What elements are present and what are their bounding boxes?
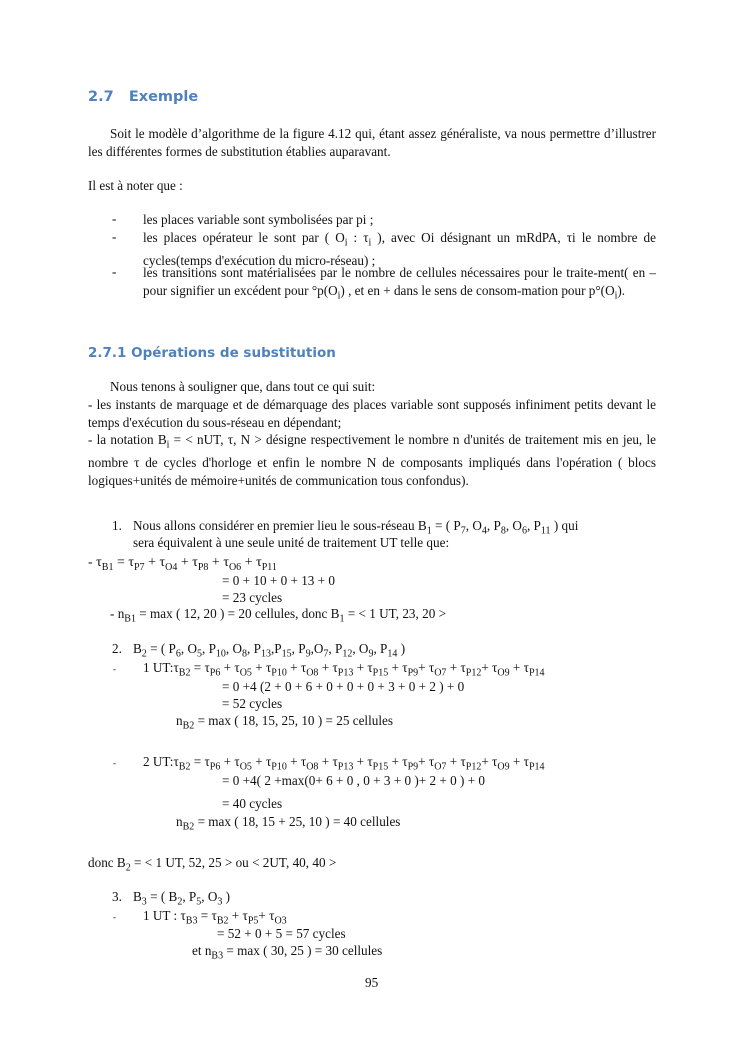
para2-line3: - la notation $B_i$ = < nUT, τ, N > désigne respectivement le nombre n d'unités de traitement mis en jeu, le nombre τ de cycles d'horloge et enfin le nombre N de composants impliqués dans l'opération ( blocs logiques+unités de mémoire+unités de communication tous confondus). bbox=[88, 432, 656, 488]
bullet-item: les transitions sont matérialisées par le nombre de cellules nécessaires pour le traite-ment( en – pour signifier un excédent pour $^\circ p(O_i)$ , et en + dans le sens de consom-mation pour $p^\circ(O_i)$. bbox=[143, 265, 656, 302]
note-intro: Il est à noter que : bbox=[88, 178, 183, 193]
item1-cells: - $n_{B1} = \max$ ( 12, 20 ) = 20 cellules, donc $B_1$ = < 1 UT, 23, 20 > bbox=[110, 606, 447, 625]
bullet-dash: - bbox=[112, 229, 117, 244]
subsection-title: Opérations de substitution bbox=[131, 345, 336, 361]
bullet-dash: - bbox=[112, 264, 117, 279]
item2-ut2-equation: 2 $UT:\tau_{B2} = \tau_{P6} + \tau_{O5} + \tau_{P10} + \tau_{O8} + \tau_{P13} + \tau_{P15} + \tau_{P9}+ \tau_{O7} + \tau_{P12}+ \tau_{O9} + \tau_{P14}$ bbox=[143, 754, 545, 773]
para2-line2: - les instants de marquage et de démarquage des places variable sont supposés infiniment petits devant le temps d'exécution du sous-réseau en dépendant; bbox=[88, 397, 656, 430]
para2-line1: Nous tenons à souligner que, dans tout ce qui suit: bbox=[110, 379, 376, 394]
item2-ut2-cells: $n_{B2} = \max$ ( 18, 15 + 25, 10 ) = 40 cellules bbox=[176, 814, 401, 833]
item2-ut1-line3: = 52 cycles bbox=[222, 696, 283, 711]
item2-conclusion: donc $B_2$ = < 1 UT, 52, 25 > ou < 2UT, 40, 40 > bbox=[88, 855, 337, 874]
bullet-item: les places opérateur le sont par ( $O_i$ : $\tau_i$ ), avec Oi désignant un mRdPA, τi le nombre de cycles(temps d'exécution du micro-réseau) ; bbox=[143, 230, 656, 269]
item2-ut2-line3: = 40 cycles bbox=[222, 796, 283, 811]
subsection-heading bbox=[88, 345, 336, 361]
item3-cells: et $n_{B3} = \max$ ( 30, 25 ) = 30 cellules bbox=[192, 943, 383, 962]
section-heading bbox=[88, 89, 198, 105]
bullet-item: les places variable sont symbolisées par pi ; bbox=[143, 212, 374, 227]
item2-definition: $B_2$ = ( $P_6$, $O_5$, $P_{10}$, $O_8$, $P_{13},P_{15}$, $P_9,O_7$, $P_{12}$, $O_9$, $P_{14}$ ) bbox=[133, 641, 406, 660]
item3-equation: 1 UT : $\tau_{B3} = \tau_{B2} + \tau_{P5}+ \tau_{O3}$ bbox=[143, 908, 287, 927]
subsection-number: 2.7.1 bbox=[88, 345, 127, 361]
item2-bullet: - bbox=[113, 664, 116, 674]
section-title: Exemple bbox=[128, 89, 199, 105]
item2-ut1-cells: $n_{B2} = \max$ ( 18, 15, 25, 10 ) = 25 cellules bbox=[176, 713, 393, 732]
item2-ut1-line2: = 0 +4 (2 + 0 + 6 + 0 + 0 + 0 + 3 + 0 + 2 ) + 0 bbox=[222, 679, 465, 694]
item3-number: 3. bbox=[112, 889, 122, 904]
section-number: 2.7 bbox=[88, 89, 114, 105]
bullet-dash: - bbox=[112, 211, 117, 226]
item3-eq-line2: = 52 + 0 + 5 = 57 cycles bbox=[217, 926, 346, 941]
item3-definition: $B_3$ = ( $B_2$, $P_5$, $O_3$ ) bbox=[133, 889, 231, 908]
item1-eq-line2: = 0 + 10 + 0 + 13 + 0 bbox=[222, 573, 336, 588]
item1-equation: - $\tau_{B1} = \tau_{P7} + \tau_{O4} + \tau_{P8} + \tau_{O6} + \tau_{P11}$ bbox=[88, 555, 277, 573]
item2-ut2-line2: = 0 +4( 2 +max(0+ 6 + 0 , 0 + 3 + 0 )+ 2 + 0 ) + 0 bbox=[222, 773, 486, 788]
item1-number: 1. bbox=[112, 518, 122, 533]
item1-eq-line3: = 23 cycles bbox=[222, 590, 283, 605]
item3-bullet: - bbox=[113, 912, 116, 922]
item1-text2: sera équivalent à une seule unité de traitement UT telle que: bbox=[133, 535, 450, 550]
intro-paragraph: Soit le modèle d’algorithme de la figure 4.12 qui, étant assez généraliste, va nous permettre d’illustrer les différentes formes de substitution établies auparavant. bbox=[88, 126, 656, 159]
item2-ut1-equation: 1 $UT:\tau_{B2} = \tau_{P6} + \tau_{O5} + \tau_{P10} + \tau_{O8} + \tau_{P13} + \tau_{P15} + \tau_{P9}+ \tau_{O7} + \tau_{P12}+ \tau_{O9} + \tau_{P14}$ bbox=[143, 660, 545, 679]
item1-text: Nous allons considérer en premier lieu le sous-réseau $B_1$ = ( $P_7$, $O_4$, $P_8$, $O_6$, $P_{11}$ ) qui bbox=[133, 518, 579, 537]
item2-number: 2. bbox=[112, 641, 122, 656]
page-number: 95 bbox=[365, 975, 379, 990]
item2-bullet: - bbox=[113, 758, 116, 768]
